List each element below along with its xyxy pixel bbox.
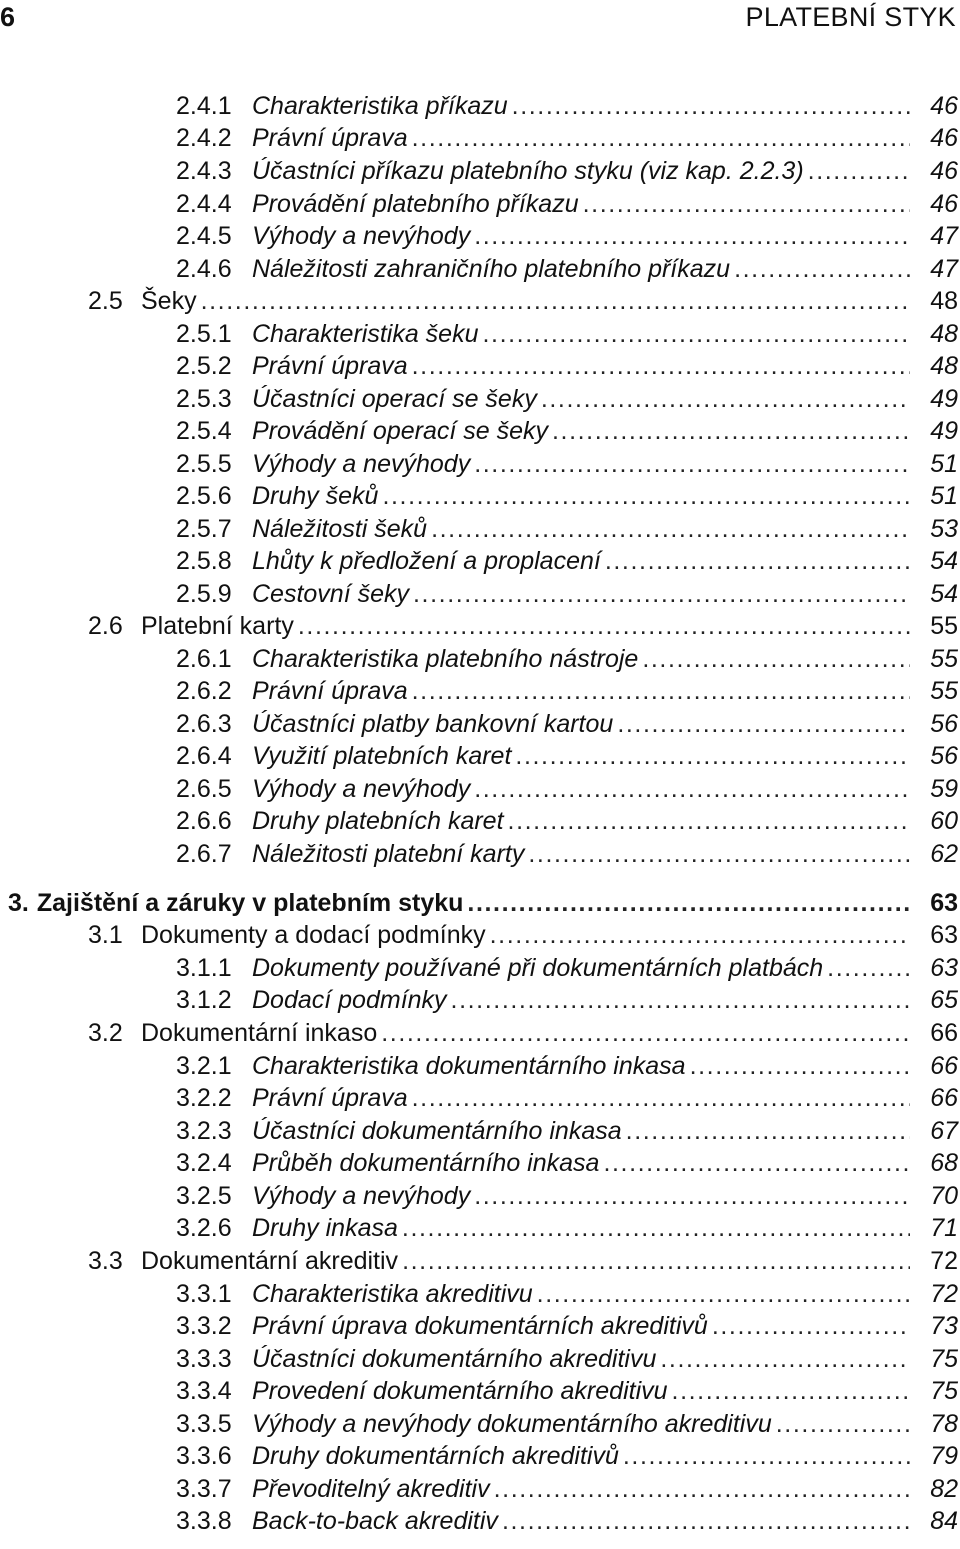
toc-entry-number: 2.6	[88, 612, 123, 640]
toc-subsection	[176, 1114, 958, 1148]
dot-leader	[552, 414, 910, 448]
dot-leader	[431, 512, 910, 546]
toc-chapter	[8, 886, 958, 920]
toc-entry-number: 3.3.2	[176, 1312, 232, 1340]
toc-subsection	[176, 447, 958, 481]
toc-entry-title: Právní úprava	[252, 352, 408, 380]
toc-entry-title: Právní úprava	[252, 1084, 408, 1112]
toc-subsection	[176, 544, 958, 578]
toc-entry-title: Náležitosti platební karty	[252, 840, 525, 868]
dot-leader	[603, 1146, 910, 1180]
toc-entry-page: 46	[930, 124, 958, 152]
dot-leader	[467, 886, 910, 920]
dot-leader	[474, 772, 910, 806]
dot-leader	[412, 121, 910, 155]
toc-entry-number: 3.3	[88, 1247, 123, 1275]
toc-subsection	[176, 1211, 958, 1245]
toc-entry-number: 2.4.3	[176, 157, 232, 185]
dot-leader	[808, 154, 910, 188]
toc-entry-number: 3.3.4	[176, 1377, 232, 1405]
dot-leader	[734, 252, 910, 286]
toc-entry-number: 3.1	[88, 921, 123, 949]
toc-entry-title: Charakteristika šeku	[252, 320, 479, 348]
toc-subsection	[176, 707, 958, 741]
toc-entry-title: Účastníci platby bankovní kartou	[252, 710, 614, 738]
toc-entry-number: 2.5.2	[176, 352, 232, 380]
toc-entry-number: 2.5.7	[176, 515, 232, 543]
dot-leader	[474, 1179, 910, 1213]
toc-entry-number: 2.4.4	[176, 190, 232, 218]
toc-subsection	[176, 983, 958, 1017]
toc-entry-title: Výhody a nevýhody	[252, 222, 471, 250]
dot-leader	[494, 1472, 910, 1506]
dot-leader	[541, 382, 910, 416]
dot-leader	[413, 577, 910, 611]
toc-subsection	[176, 577, 958, 611]
toc-entry-number: 3.3.3	[176, 1345, 232, 1373]
dot-leader	[412, 1081, 910, 1115]
toc-section	[88, 918, 958, 952]
toc-subsection	[176, 89, 958, 123]
toc-entry-page: 47	[930, 222, 958, 250]
toc-entry-page: 49	[930, 417, 958, 445]
dot-leader	[508, 804, 910, 838]
dot-leader	[490, 918, 910, 952]
toc-entry-page: 71	[930, 1214, 958, 1242]
toc-entry-page: 48	[930, 287, 958, 315]
toc-entry-number: 2.6.3	[176, 710, 232, 738]
dot-leader	[528, 837, 910, 871]
toc-subsection	[176, 674, 958, 708]
toc-entry-title: Charakteristika akreditivu	[252, 1280, 533, 1308]
toc-entry-number: 2.5.1	[176, 320, 232, 348]
toc-entry-title: Právní úprava	[252, 677, 408, 705]
toc-entry-title: Provedení dokumentárního akreditivu	[252, 1377, 668, 1405]
toc-entry-title: Účastníci operací se šeky	[252, 385, 537, 413]
toc-section	[88, 284, 958, 318]
dot-leader	[402, 1244, 910, 1278]
toc-section	[88, 1016, 958, 1050]
toc-entry-page: 63	[930, 889, 958, 917]
toc-subsection	[176, 804, 958, 838]
toc-entry-page: 63	[930, 921, 958, 949]
toc-subsection	[176, 1049, 958, 1083]
dot-leader	[201, 284, 910, 318]
toc-entry-page: 82	[930, 1475, 958, 1503]
toc-subsection	[176, 317, 958, 351]
toc-entry-number: 2.6.6	[176, 807, 232, 835]
toc-entry-title: Převoditelný akreditiv	[252, 1475, 490, 1503]
toc-entry-title: Výhody a nevýhody	[252, 450, 471, 478]
dot-leader	[776, 1407, 910, 1441]
toc-entry-title: Průběh dokumentárního inkasa	[252, 1149, 600, 1177]
toc-entry-number: 2.4.1	[176, 92, 232, 120]
dot-leader	[412, 674, 910, 708]
toc-subsection	[176, 154, 958, 188]
dot-leader	[605, 544, 910, 578]
dot-leader	[402, 1211, 910, 1245]
toc-entry-page: 75	[930, 1345, 958, 1373]
toc-entry-page: 63	[930, 954, 958, 982]
dot-leader	[451, 983, 910, 1017]
toc-entry-title: Back-to-back akreditiv	[252, 1507, 498, 1535]
dot-leader	[642, 642, 910, 676]
toc-subsection	[176, 382, 958, 416]
toc-entry-title: Výhody a nevýhody dokumentárního akreditivu	[252, 1410, 772, 1438]
toc-entry-page: 51	[930, 482, 958, 510]
toc-entry-page: 54	[930, 580, 958, 608]
toc-entry-number: 3.3.6	[176, 1442, 232, 1470]
toc-subsection	[176, 512, 958, 546]
toc-entry-page: 46	[930, 190, 958, 218]
toc-subsection	[176, 1179, 958, 1213]
toc-entry-number: 3.2.5	[176, 1182, 232, 1210]
toc-entry-number: 3.2.6	[176, 1214, 232, 1242]
toc-entry-title: Dokumenty a dodací podmínky	[141, 921, 486, 949]
toc-entry-title: Platební karty	[141, 612, 294, 640]
toc-entry-title: Druhy šeků	[252, 482, 379, 510]
toc-entry-title: Lhůty k předložení a proplacení	[252, 547, 601, 575]
toc-entry-title: Druhy dokumentárních akreditivů	[252, 1442, 619, 1470]
dot-leader	[474, 219, 910, 253]
toc-entry-page: 68	[930, 1149, 958, 1177]
toc-subsection	[176, 837, 958, 871]
toc-entry-page: 48	[930, 352, 958, 380]
toc-entry-title: Dokumentární inkaso	[141, 1019, 378, 1047]
toc-entry-title: Charakteristika dokumentárního inkasa	[252, 1052, 686, 1080]
toc-subsection	[176, 219, 958, 253]
toc-entry-number: 3.2.2	[176, 1084, 232, 1112]
toc-entry-number: 3.1.1	[176, 954, 232, 982]
dot-leader	[474, 447, 910, 481]
toc-entry-number: 2.5.8	[176, 547, 232, 575]
toc-entry-title: Charakteristika příkazu	[252, 92, 508, 120]
toc-entry-page: 66	[930, 1084, 958, 1112]
toc-entry-title: Provádění platebního příkazu	[252, 190, 579, 218]
toc-entry-page: 70	[930, 1182, 958, 1210]
toc-entry-number: 2.5.3	[176, 385, 232, 413]
toc-section	[88, 1244, 958, 1278]
dot-leader	[672, 1374, 910, 1408]
toc-entry-page: 79	[930, 1442, 958, 1470]
toc-subsection	[176, 1504, 958, 1538]
toc-entry-page: 78	[930, 1410, 958, 1438]
dot-leader	[712, 1309, 910, 1343]
dot-leader	[382, 479, 910, 513]
toc-entry-page: 73	[930, 1312, 958, 1340]
toc-entry-number: 3.3.8	[176, 1507, 232, 1535]
toc-entry-title: Výhody a nevýhody	[252, 775, 471, 803]
dot-leader	[381, 1016, 910, 1050]
toc-entry-number: 3.2.3	[176, 1117, 232, 1145]
toc-entry-number: 3.2.4	[176, 1149, 232, 1177]
toc-entry-title: Využití platebních karet	[252, 742, 512, 770]
toc-entry-title: Šeky	[141, 287, 197, 315]
dot-leader	[617, 707, 910, 741]
toc-entry-number: 3.3.1	[176, 1280, 232, 1308]
toc-subsection	[176, 1374, 958, 1408]
toc-entry-number: 3.1.2	[176, 986, 232, 1014]
dot-leader	[512, 89, 910, 123]
toc-entry-title: Dokumentární akreditiv	[141, 1247, 399, 1275]
dot-leader	[482, 317, 910, 351]
toc-section	[88, 609, 958, 643]
toc-entry-number: 2.5.6	[176, 482, 232, 510]
toc-entry-title: Provádění operací se šeky	[252, 417, 548, 445]
toc-entry-number: 2.4.2	[176, 124, 232, 152]
toc-entry-title: Právní úprava dokumentárních akreditivů	[252, 1312, 708, 1340]
toc-entry-page: 54	[930, 547, 958, 575]
toc-subsection	[176, 1439, 958, 1473]
toc-entry-page: 47	[930, 255, 958, 283]
toc-entry-number: 2.5.9	[176, 580, 232, 608]
dot-leader	[537, 1277, 910, 1311]
toc-entry-number: 2.4.6	[176, 255, 232, 283]
toc-subsection	[176, 1472, 958, 1506]
toc-entry-page: 49	[930, 385, 958, 413]
toc-entry-number: 2.5	[88, 287, 123, 315]
dot-leader	[626, 1114, 910, 1148]
toc-entry-number: 2.5.5	[176, 450, 232, 478]
toc-entry-page: 60	[930, 807, 958, 835]
toc-entry-title: Výhody a nevýhody	[252, 1182, 471, 1210]
toc-entry-number: 2.6.1	[176, 645, 232, 673]
toc-entry-page: 55	[930, 645, 958, 673]
page-number: 6	[0, 2, 16, 32]
toc-entry-page: 55	[930, 612, 958, 640]
toc-entry-page: 72	[930, 1280, 958, 1308]
toc-entry-number: 2.6.7	[176, 840, 232, 868]
dot-leader	[515, 739, 910, 773]
toc-subsection	[176, 187, 958, 221]
toc-entry-page: 84	[930, 1507, 958, 1535]
toc-subsection	[176, 252, 958, 286]
dot-leader	[583, 187, 910, 221]
toc-entry-page: 59	[930, 775, 958, 803]
toc-entry-title: Účastníci dokumentárního akreditivu	[252, 1345, 657, 1373]
toc-entry-number: 2.6.5	[176, 775, 232, 803]
dot-leader	[690, 1049, 910, 1083]
toc-subsection	[176, 1342, 958, 1376]
toc-subsection	[176, 951, 958, 985]
toc-subsection	[176, 1146, 958, 1180]
toc-entry-page: 51	[930, 450, 958, 478]
toc-subsection	[176, 1081, 958, 1115]
toc-entry-number: 2.6.4	[176, 742, 232, 770]
toc-entry-page: 56	[930, 710, 958, 738]
toc-subsection	[176, 479, 958, 513]
toc-entry-title: Druhy inkasa	[252, 1214, 398, 1242]
toc-entry-title: Dokumenty používané při dokumentárních platbách	[252, 954, 824, 982]
toc-entry-page: 65	[930, 986, 958, 1014]
toc-entry-title: Náležitosti zahraničního platebního příkazu	[252, 255, 731, 283]
toc-subsection	[176, 121, 958, 155]
toc-entry-title: Náležitosti šeků	[252, 515, 428, 543]
dot-leader	[623, 1439, 910, 1473]
toc-entry-title: Cestovní šeky	[252, 580, 410, 608]
toc-entry-number: 2.5.4	[176, 417, 232, 445]
toc-entry-page: 75	[930, 1377, 958, 1405]
toc-entry-number: 3.2	[88, 1019, 123, 1047]
toc-entry-number: 3.2.1	[176, 1052, 232, 1080]
toc-entry-title: Druhy platebních karet	[252, 807, 504, 835]
toc-entry-number: 3.3.5	[176, 1410, 232, 1438]
toc-entry-title: Účastníci příkazu platebního styku (viz kap. 2.2.3)	[252, 157, 804, 185]
toc-entry-title: Právní úprava	[252, 124, 408, 152]
toc-subsection	[176, 642, 958, 676]
toc-subsection	[176, 1309, 958, 1343]
toc-entry-page: 56	[930, 742, 958, 770]
dot-leader	[412, 349, 910, 383]
toc-entry-page: 46	[930, 157, 958, 185]
toc-subsection	[176, 772, 958, 806]
toc-entry-page: 62	[930, 840, 958, 868]
toc-entry-title: Účastníci dokumentárního inkasa	[252, 1117, 622, 1145]
toc-entry-title: Dodací podmínky	[252, 986, 447, 1014]
toc-entry-title: Charakteristika platebního nástroje	[252, 645, 639, 673]
toc-subsection	[176, 1407, 958, 1441]
toc-subsection	[176, 739, 958, 773]
toc-entry-page: 46	[930, 92, 958, 120]
toc-entry-page: 55	[930, 677, 958, 705]
toc-entry-page: 67	[930, 1117, 958, 1145]
toc-entry-number: 3.	[8, 889, 29, 917]
toc-entry-page: 53	[930, 515, 958, 543]
toc-entry-number: 2.6.2	[176, 677, 232, 705]
dot-leader	[298, 609, 910, 643]
toc-entry-number: 2.4.5	[176, 222, 232, 250]
dot-leader	[502, 1504, 910, 1538]
dot-leader	[660, 1342, 910, 1376]
toc-entry-page: 66	[930, 1019, 958, 1047]
running-title: PLATEBNÍ STYK	[745, 2, 956, 32]
toc-entry-number: 3.3.7	[176, 1475, 232, 1503]
toc-entry-page: 48	[930, 320, 958, 348]
toc-subsection	[176, 414, 958, 448]
toc-entry-page: 66	[930, 1052, 958, 1080]
toc-entry-page: 72	[930, 1247, 958, 1275]
toc-entry-title: Zajištění a záruky v platebním styku	[36, 889, 464, 917]
toc-subsection	[176, 349, 958, 383]
toc-subsection	[176, 1277, 958, 1311]
dot-leader	[827, 951, 910, 985]
